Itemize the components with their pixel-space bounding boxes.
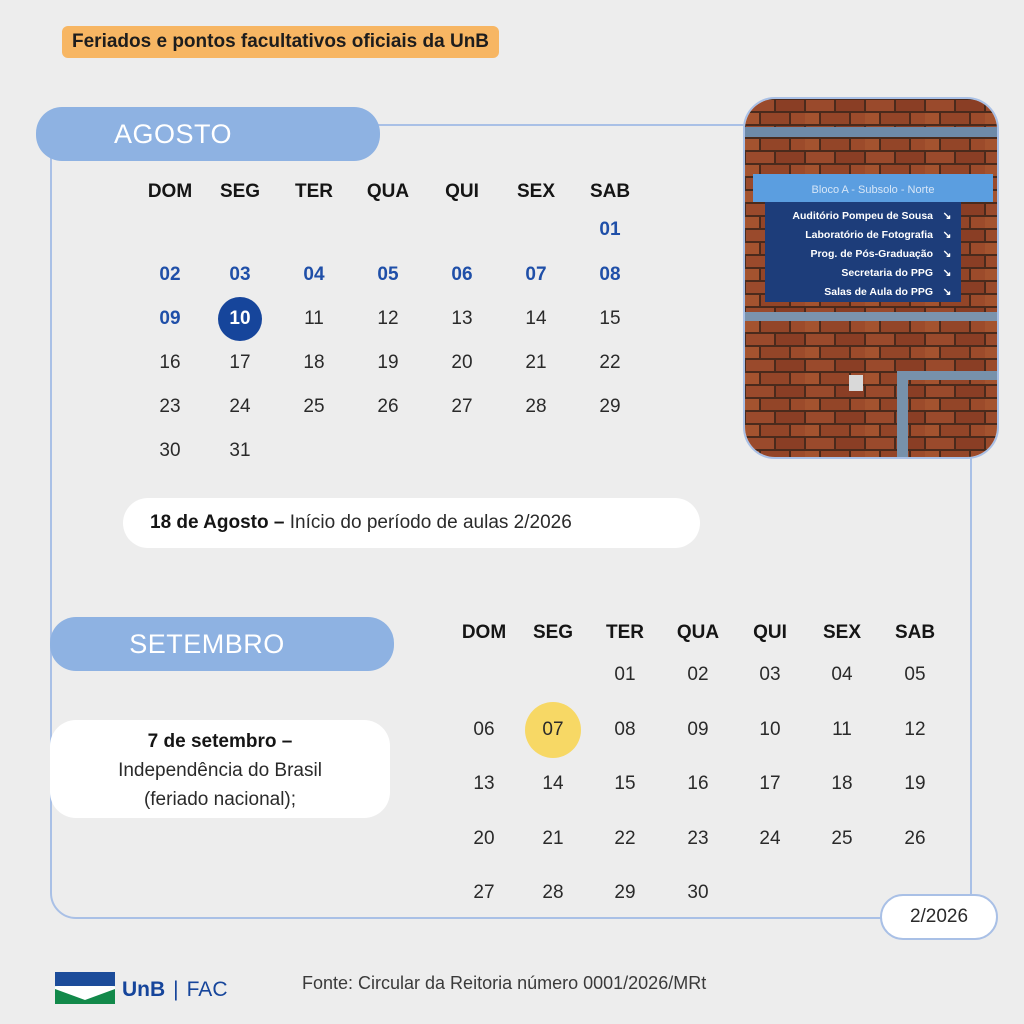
calendar-day: 06 [451, 264, 473, 285]
calendar-day: 12 [904, 719, 926, 740]
september-note [50, 720, 390, 818]
sign-row: Salas de Aula do PPG [824, 286, 933, 298]
calendar-day: 28 [525, 396, 547, 417]
building-sign-photo [743, 97, 999, 459]
calendar-day: 20 [473, 828, 495, 849]
calendar-day: 04 [303, 264, 325, 285]
calendar-day: 30 [159, 440, 181, 461]
month-label-september [50, 617, 394, 671]
arrow-down-right-icon: ↘ [942, 248, 952, 260]
calendar-day: 09 [687, 719, 709, 740]
weekday-header: QUI [753, 622, 787, 643]
arrow-down-right-icon: ↘ [942, 210, 952, 222]
calendar-day: 03 [229, 264, 251, 285]
calendar-day: 19 [377, 352, 399, 373]
sign-row: Auditório Pompeu de Sousa [792, 210, 933, 222]
calendar-day: 02 [687, 664, 709, 685]
calendar-day: 19 [904, 773, 926, 794]
calendar-day: 23 [687, 828, 709, 849]
weekday-header: QUA [366, 181, 410, 202]
calendar-day: 22 [614, 828, 636, 849]
month-label-august [36, 107, 380, 161]
calendar-day: 29 [614, 882, 636, 903]
calendar-day: 11 [832, 719, 852, 740]
calendar-day: 25 [831, 828, 853, 849]
calendar-day: 17 [759, 773, 781, 794]
calendar-day: 13 [451, 308, 473, 329]
calendar-day: 30 [687, 882, 709, 903]
arrow-down-right-icon: ↘ [942, 286, 952, 298]
weekday-header: SAB [589, 181, 631, 202]
calendar-day: 16 [687, 773, 709, 794]
calendar-day: 20 [451, 352, 473, 373]
calendar-day: 29 [599, 396, 621, 417]
calendar-day: 10 [229, 308, 251, 329]
calendar-day: 04 [831, 664, 853, 685]
weekday-header: SEX [516, 181, 556, 202]
calendar-day: 07 [542, 719, 564, 740]
weekday-header: QUI [445, 181, 479, 202]
unb-logo-icon [55, 972, 115, 1004]
weekday-header: SAB [894, 622, 936, 643]
weekday-header: TER [295, 181, 333, 202]
calendar-day: 25 [303, 396, 325, 417]
calendar-day: 26 [904, 828, 926, 849]
source-note: Fonte: Circular da Reitoria número 0001/2026/MRt [302, 973, 707, 993]
weekday-header: DOM [461, 622, 507, 643]
calendar-day: 10 [759, 719, 781, 740]
semester-badge: 2/2026 [880, 894, 998, 940]
september-note-date: 7 de setembro – [147, 731, 293, 752]
calendar-day: 27 [473, 882, 495, 903]
calendar-day: 05 [904, 664, 926, 685]
calendar-day: 15 [614, 773, 636, 794]
calendar-day: 17 [229, 352, 251, 373]
calendar-day: 12 [377, 308, 399, 329]
arrow-down-right-icon: ↘ [942, 229, 952, 241]
calendar-day: 01 [599, 219, 621, 240]
calendar-day: 06 [473, 719, 495, 740]
calendar-day: 15 [599, 308, 621, 329]
logo-fac: FAC [186, 978, 228, 1001]
calendar-day: 27 [451, 396, 473, 417]
calendar-day: 31 [229, 440, 251, 461]
calendar-day: 18 [831, 773, 853, 794]
logo-wordmark [122, 975, 227, 1005]
calendar-day: 13 [473, 773, 495, 794]
august-note-date: 18 de Agosto – [150, 512, 285, 533]
month-name: SETEMBRO [129, 629, 285, 659]
calendar-day: 24 [759, 828, 781, 849]
page-title: Feriados e pontos facultativos oficiais da UnB [62, 26, 499, 58]
arrow-down-right-icon: ↘ [942, 267, 952, 279]
weekday-header: TER [606, 622, 644, 643]
calendar-day: 22 [599, 352, 621, 373]
calendar-day: 26 [377, 396, 399, 417]
calendar-day: 21 [542, 828, 564, 849]
weekday-header: DOM [147, 181, 193, 202]
weekday-header: QUA [676, 622, 720, 643]
calendar-day: 07 [525, 264, 547, 285]
september-note-line1: Independência do Brasil [118, 760, 322, 781]
calendar-day: 08 [614, 719, 636, 740]
calendar-day: 11 [304, 308, 324, 329]
calendar-day: 05 [377, 264, 399, 285]
weekday-header: SEX [822, 622, 862, 643]
calendar-day: 09 [159, 308, 181, 329]
calendar-day: 18 [303, 352, 325, 373]
calendar-day: 08 [599, 264, 621, 285]
calendar-day: 02 [159, 264, 181, 285]
september-note-line2: (feriado nacional); [143, 789, 297, 810]
calendar-day: 23 [159, 396, 181, 417]
calendar-day: 28 [542, 882, 564, 903]
sign-header: Bloco A - Subsolo - Norte [811, 184, 935, 196]
weekday-header: SEG [532, 622, 574, 643]
sign-row: Secretaria do PPG [841, 267, 933, 279]
august-note [123, 498, 700, 548]
month-name: AGOSTO [113, 119, 233, 149]
calendar-day: 03 [759, 664, 781, 685]
august-note-text: Início do período de aulas 2/2026 [289, 512, 572, 533]
sign-row: Prog. de Pós-Graduação [810, 248, 933, 260]
calendar-day: 14 [542, 773, 564, 794]
calendar-day: 14 [525, 308, 547, 329]
logo-separator: | [173, 978, 179, 1001]
logo-unb: UnB [122, 978, 166, 1001]
calendar-day: 16 [159, 352, 181, 373]
calendar-day: 01 [614, 664, 636, 685]
calendar-day: 21 [525, 352, 547, 373]
calendar-day: 24 [229, 396, 251, 417]
building-sign-image [745, 99, 999, 459]
sign-row: Laboratório de Fotografia [805, 229, 933, 241]
weekday-header: SEG [219, 181, 261, 202]
